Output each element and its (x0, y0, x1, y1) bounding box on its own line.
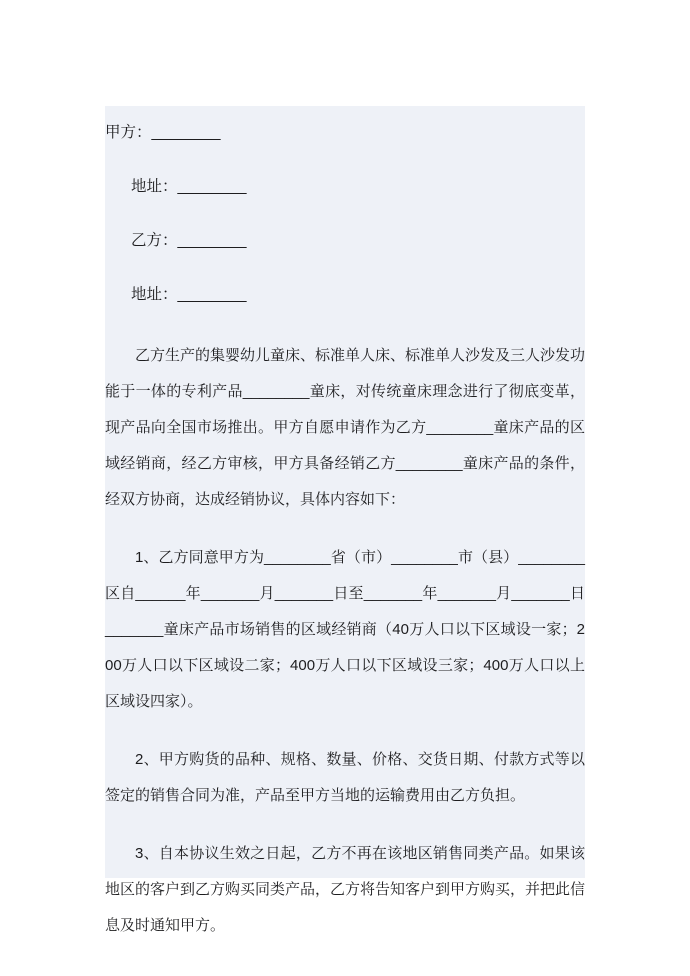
document-body (105, 106, 585, 944)
party-label-address-2: 地址： (131, 286, 178, 303)
party-label-yifang: 乙方： (131, 232, 178, 249)
spacer-before-clause-2 (105, 720, 585, 742)
party-blank-address-2: ________ (177, 286, 247, 303)
party-blank-yifang: ________ (177, 232, 247, 249)
clause-paragraph-2: 2、甲方购货的品种、规格、数量、价格、交货日期、付款方式等以签定的销售合同为准，产品至甲方当地的运输费用由乙方负担。 (105, 751, 585, 804)
party-blank-jiafang: ________ (151, 124, 221, 141)
preamble-paragraph: 乙方生产的集婴幼儿童床、标准单人床、标准单人沙发及三人沙发功能于一体的专利产品________童床，对传统童床理念进行了彻底变革，现产品向全国市场推出。甲方自愿申请作为乙方________童床产品的区域经销商，经乙方审核，甲方具备经销乙方________童床产品的条件，经双方协商，达成经销协议，具体内容如下： (105, 347, 586, 508)
party-line-yifang (105, 214, 585, 268)
party-label-address-1: 地址： (131, 178, 178, 195)
party-blank-address-1: ________ (177, 178, 247, 195)
party-line-jiafang (105, 106, 585, 160)
spacer-before-clause-1 (105, 518, 585, 540)
clause-paragraph-1: 1、乙方同意甲方为________省（市）________市（县）________区自______年_______月_______日至_______年_______月_______日_______童床产品市场销售的区域经销商（40万人口以下区域设一家；200万人口以下区域设二家；400万人口以下区域设三家；400万人口以上区域设四家）。 (105, 549, 585, 710)
party-line-address-2 (105, 268, 585, 322)
spacer-before-clause-3 (105, 814, 585, 836)
clause-paragraph-3: 3、自本协议生效之日起，乙方不再在该地区销售同类产品。如果该地区的客户到乙方购买同类产品，乙方将告知客户到甲方购买，并把此信息及时通知甲方。 (105, 845, 586, 934)
party-label-jiafang: 甲方： (105, 124, 152, 141)
party-line-address-1 (105, 160, 585, 214)
spacer-after-header (105, 322, 585, 338)
